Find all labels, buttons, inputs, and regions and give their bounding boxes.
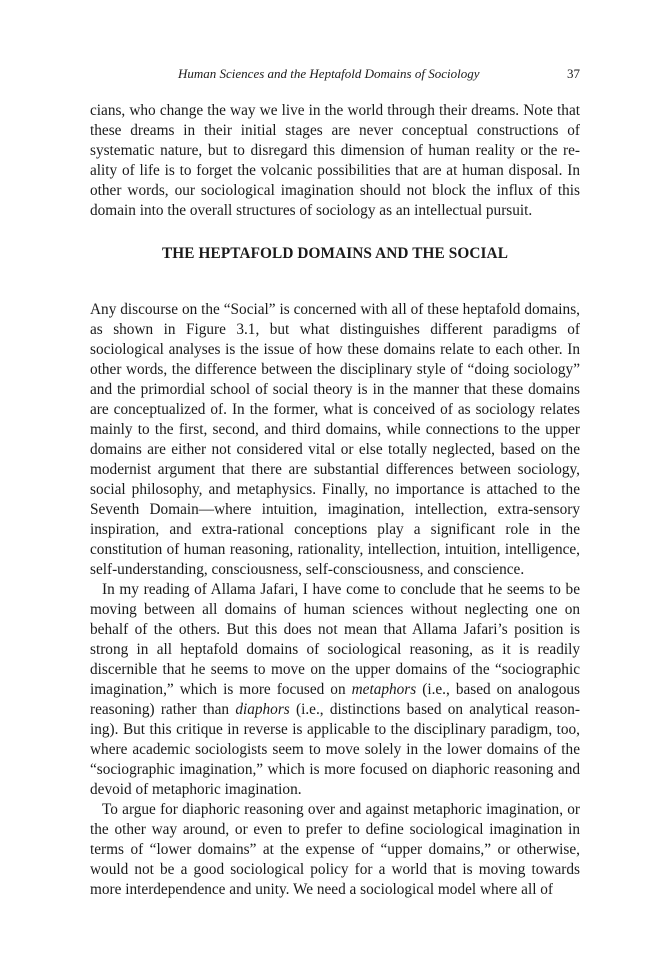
paragraph-text: (i.e., distinctions based on analytical reasoning). But this critique in reverse is applicable to the disciplinary paradigm, too, where academic sociologists seem to move solely in the lower domains of the “sociographic imagination,” which is more focused on diaphoric reasoning and devoid of metaphoric imagination. xyxy=(90,701,580,798)
paragraph-allama-jafari xyxy=(90,580,580,800)
emphasis-diaphors: diaphors xyxy=(235,701,290,718)
emphasis-metaphors: metaphors xyxy=(351,681,417,698)
running-head xyxy=(90,64,580,88)
page-number: 37 xyxy=(567,66,580,81)
running-head-title: Human Sciences and the Heptafold Domains of Sociology xyxy=(178,66,480,81)
paragraph-diaphoric-reasoning: To argue for diaphoric reasoning over and against metaphoric imagination, or the other way around, or even to prefer to define sociological imagination in terms of “lower domains” at the expense of “upper domains,” or otherwise, would not be a good sociological policy for a world that is moving towards more interdependence and unity. We need a sociological model where all of xyxy=(90,801,580,898)
paragraph-continuation: cians, who change the way we live in the world through their dreams. Note that these dreams in their initial stages are never conceptual constructions of systematic nature, but to disregard this dimension of human reality or the reality of life is to forget the volcanic possibilities that are at human disposal. In other words, our sociological imagination should not block the influx of this domain into the overall structures of sociology as an intellectual pursuit. xyxy=(90,102,580,219)
paragraph-text: (i.e., based on analogous reasoning) rather than xyxy=(90,681,581,718)
paragraph-text: In my reading of Allama Jafari, I have come to conclude that he seems to be moving between all domains of human sciences without neglecting one on behalf of the others. But this does not mean that Allama Jafari’s position is strong in all heptafold domains of sociological reasoning, as it is readily discernible that he seems to move on the upper domains of the “sociographic imagination,” which is more focused on xyxy=(90,581,580,698)
book-page xyxy=(90,64,580,900)
section-heading: THE HEPTAFOLD DOMAINS AND THE SOCIAL xyxy=(162,245,508,262)
paragraph-discourse-on-social: Any discourse on the “Social” is concerned with all of these heptafold domains, as shown in Figure 3.1, but what distinguishes different paradigms of sociological analyses is the issue of how these domains relate to each other. In other words, the difference between the disciplinary style of “doing sociology” and the primordial school of social theory is in the manner that these domains are conceptualized of. In the former, what is conceived of as sociology relates mainly to the first, second, and third domains, while connections to the upper domains are either not considered vital or else totally neglected, based on the modernist argument that there are substantial differences between sociology, social philosophy, and metaphysics. Finally, no importance is attached to the Seventh Domain—where intuition, imagination, intellection, extra-sensory inspiration, and extra-rational conceptions play a significant role in the constitution of human reasoning, rationality, intellection, intuition, intelligence, self-understanding, consciousness, self-consciousness, and conscience. xyxy=(90,301,580,578)
